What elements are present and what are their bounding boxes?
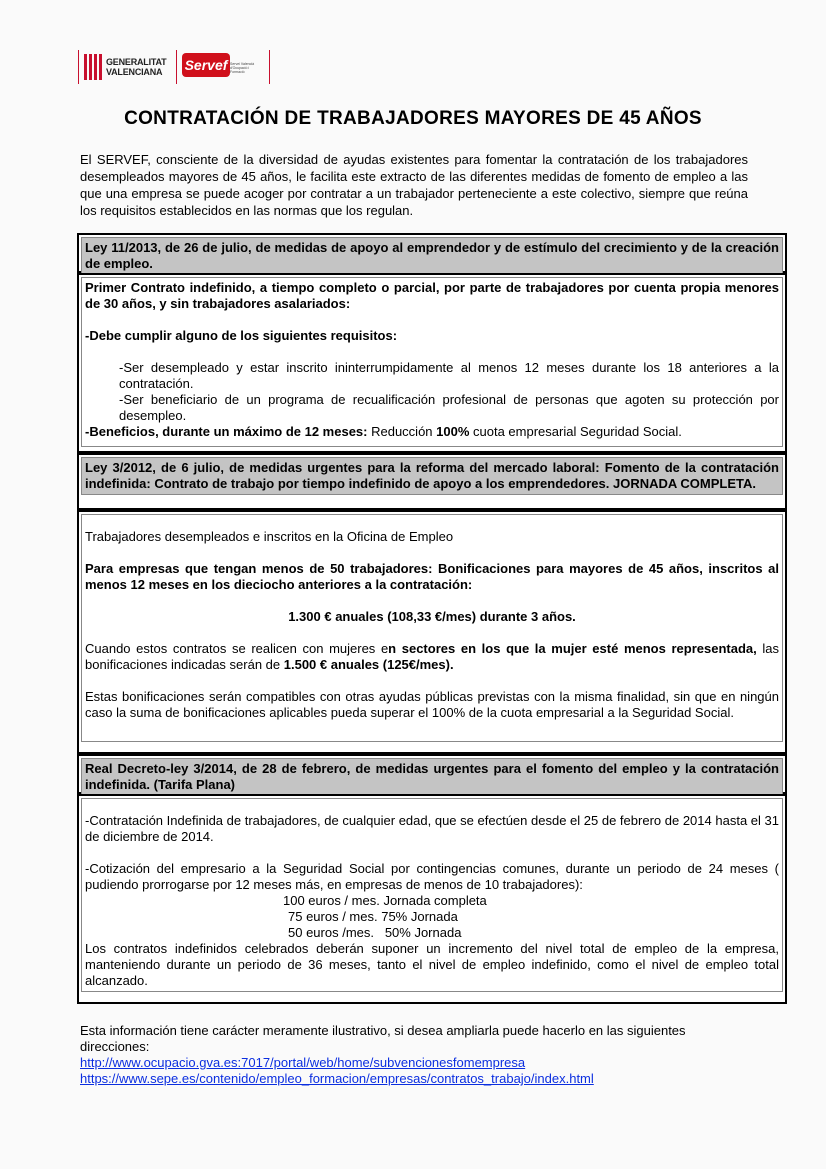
section3-rate-1: 100 euros / mes. Jornada completa <box>283 893 487 908</box>
section3-header: Real Decreto-ley 3/2014, de 28 de febrero, de medidas urgentes para el fomento del empleo y la contratación indefinida. (Tarifa Plana) <box>81 758 783 796</box>
section2-paragraph-2: Para empresas que tengan menos de 50 trabajadores: Bonificaciones para mayores de 45 años, inscritos al menos 12 meses en los dieciocho anteriores a la contratación: <box>85 561 779 592</box>
servef-subtitle: Servei Valencià d'Ocupació i Formació <box>230 62 255 74</box>
section3-paragraph-2: -Cotización del empresario a la Seguridad Social por contingencias comunes, durante un periodo de 24 meses ( pudiendo prorrogarse por 12 meses más, en empresas de menos de 10 trabajadores): <box>85 861 779 892</box>
section3-paragraph-3: Los contratos indefinidos celebrados deberán suponer un incremento del nivel total de empleo de la empresa, manteniendo durante un periodo de 36 meses, tanto el nivel de empleo indefinido, como el nivel de empleo total alcanzado. <box>85 941 779 988</box>
section2-paragraph-1: Trabajadores desempleados e inscritos en la Oficina de Empleo <box>85 529 454 544</box>
generalitat-emblem-icon <box>84 54 102 80</box>
generalitat-line2: VALENCIANA <box>106 67 163 77</box>
logo-divider <box>176 50 177 84</box>
section1-body-box <box>77 273 787 453</box>
benefits-text: cuota empresarial Seguridad Social. <box>469 424 682 439</box>
p3-text: las bonificaciones indicadas serán de <box>85 641 779 672</box>
header-logos <box>78 48 278 88</box>
section2-header: Ley 3/2012, de 6 julio, de medidas urgentes para la reforma del mercado laboral: Fomento de la contratación indefinida: Contrato de trabajo por tiempo indefinido de apoyo a los emprendedores. JORNADA COMPLETA. <box>81 457 783 495</box>
footer <box>80 1023 750 1087</box>
generalitat-logo-text <box>106 57 166 77</box>
section2-amount: 1.300 € anuales (108,33 €/mes) durante 3 años. <box>288 609 576 624</box>
section3-rate-2: 75 euros / mes. 75% Jornada <box>288 909 458 924</box>
p3-bold: 1.500 € anuales (125€/mes). <box>283 657 454 672</box>
section1-requirements-title: -Debe cumplir alguno de los siguientes requisitos: <box>85 328 398 343</box>
section2-body-box <box>77 510 787 754</box>
p3-bold: n sectores en los que la mujer esté menos representada, <box>388 641 757 656</box>
page-title: CONTRATACIÓN DE TRABAJADORES MAYORES DE 45 AÑOS <box>124 108 702 129</box>
section1-benefits <box>85 424 779 440</box>
section3-rate-3: 50 euros /mes. 50% Jornada <box>288 925 462 940</box>
link-sepe[interactable]: https://www.sepe.es/contenido/empleo_formacion/empresas/contratos_trabajo/index.html <box>80 1071 594 1086</box>
logo-divider <box>78 50 79 84</box>
section1-header: Ley 11/2013, de 26 de julio, de medidas de apoyo al emprendedor y de estímulo del crecimiento y de la creación de empleo. <box>81 237 783 275</box>
footer-text: Esta información tiene carácter meramente ilustrativo, si desea ampliarla puede hacerlo en las siguientes direcciones: <box>80 1023 686 1054</box>
link-ocupacio[interactable]: http://www.ocupacio.gva.es:7017/portal/web/home/subvencionesfomempresa <box>80 1055 526 1070</box>
benefits-text: Reducción <box>367 424 437 439</box>
section3-paragraph-1: -Contratación Indefinida de trabajadores, de cualquier edad, que se efectúen desde el 25 de febrero de 2014 hasta el 31 de diciembre de 2014. <box>85 813 779 844</box>
generalitat-line1: GENERALITAT <box>106 57 167 67</box>
p3-text: Cuando estos contratos se realicen con mujeres e <box>85 641 389 656</box>
section3-header-box <box>77 754 787 794</box>
section2-paragraph-3 <box>85 641 779 673</box>
benefits-label: -Beneficios, durante un máximo de 12 meses: <box>85 424 368 439</box>
section2-paragraph-4: Estas bonificaciones serán compatibles con otras ayudas públicas previstas con la misma finalidad, sin que en ningún caso la suma de bonificaciones aplicables pueda superar el 100% de la cuota empresarial a la Seguridad Social. <box>85 689 779 720</box>
section1-lead: Primer Contrato indefinido, a tiempo completo o parcial, por parte de trabajadores por cuenta propia menores de 30 años, y sin trabajadores asalariados: <box>85 280 779 311</box>
benefits-percent: 100% <box>436 424 470 439</box>
section3-body-box <box>77 794 787 1004</box>
section1-requirement-1: -Ser desempleado y estar inscrito ininterrumpidamente al menos 12 meses durante los 18 anteriores a la contratación. <box>119 360 779 391</box>
intro-paragraph: El SERVEF, consciente de la diversidad de ayudas existentes para fomentar la contratación de los trabajadores desempleados mayores de 45 años, le facilita este extracto de las diferentes medidas de fomento de empleo a las que una empresa se puede acoger por contratar a un trabajador perteneciente a este colectivo, siempre que reúna los requisitos establecidos en las normas que los regulan. <box>80 152 748 218</box>
section1-requirement-2: -Ser beneficiario de un programa de recualificación profesional de personas que agoten su protección por desempleo. <box>119 392 779 423</box>
logo-divider <box>269 50 270 84</box>
servef-logo-text: Servef <box>184 57 228 73</box>
servef-logo <box>182 53 230 77</box>
section2-header-box <box>77 453 787 510</box>
section1-header-box <box>77 233 787 273</box>
